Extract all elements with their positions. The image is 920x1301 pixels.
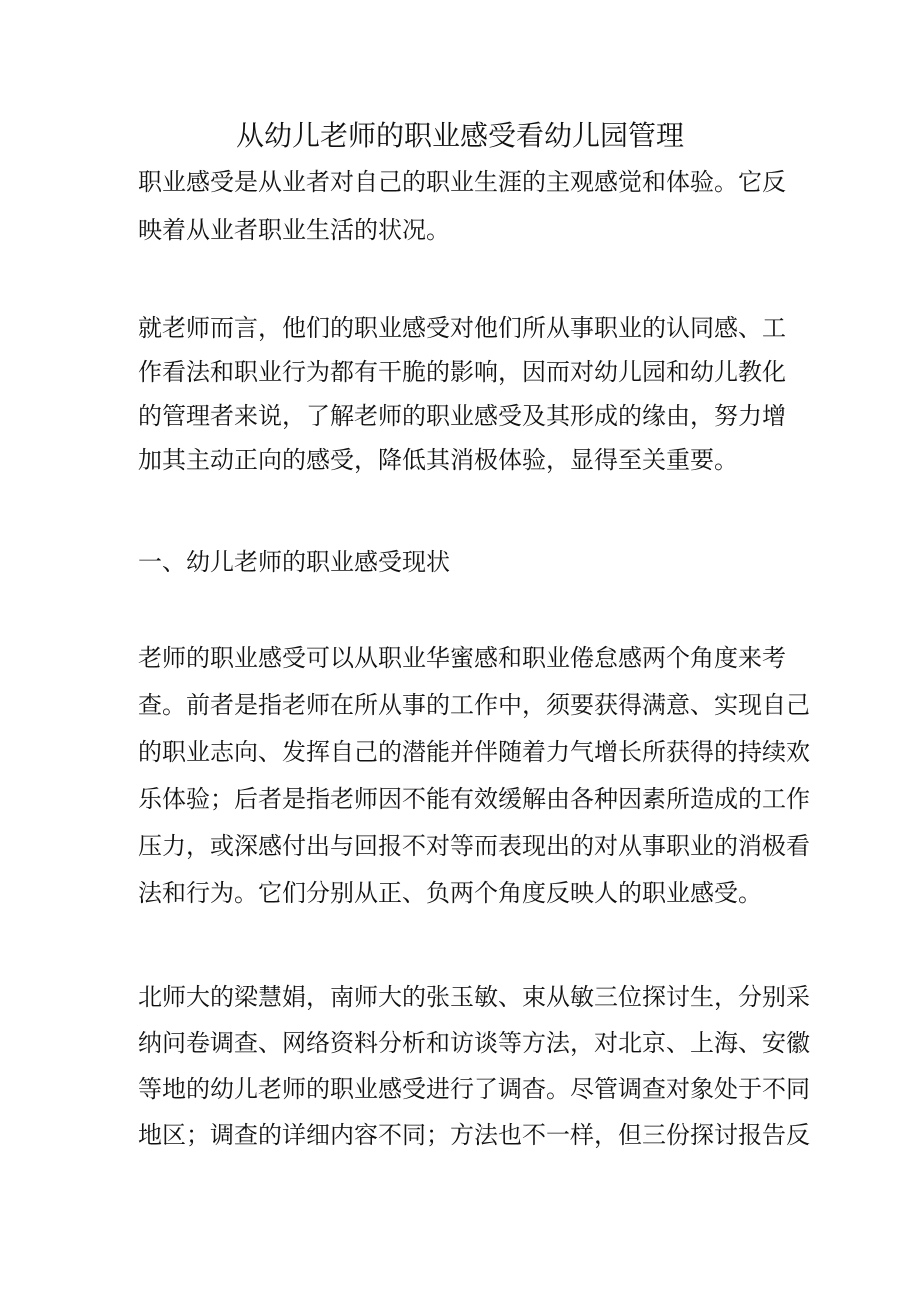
paragraph-4-line-4: 地区；调查的详细内容不同；方法也不一样，但三份探讨报告反 [138, 1121, 810, 1149]
paragraph-3-line-3: 的职业志向、发挥自己的潜能并伴随着力气增长所获得的持续欢 [138, 738, 810, 766]
paragraph-3-line-5: 压力，或深感付出与回报不对等而表现出的对从事职业的消极看 [138, 832, 810, 860]
paragraph-3-line-2: 查。前者是指老师在所从事的工作中，须要获得满意、实现自己 [138, 691, 810, 719]
paragraph-2-line-1: 就老师而言，他们的职业感受对他们所从事职业的认同感、工 [138, 314, 786, 342]
paragraph-1-line-1: 职业感受是从业者对自己的职业生涯的主观感觉和体验。它反 [138, 168, 786, 196]
paragraph-4-line-3: 等地的幼儿老师的职业感受进行了调杳。尽管调查对象处于不同 [138, 1075, 810, 1103]
paragraph-2-line-4: 加其主动正向的感受，降低其消极体验，显得至关重要。 [138, 446, 738, 474]
paragraph-2-line-3: 的管理者来说，了解老师的职业感受及其形成的缘由，努力增 [138, 402, 786, 430]
paragraph-1-line-2: 映着从业者职业生活的状况。 [138, 216, 450, 244]
paragraph-2-line-2: 作看法和职业行为都有干脆的影响，因而对幼儿园和幼儿教化 [138, 358, 786, 386]
paragraph-3-line-6: 法和行为。它们分别从正、负两个角度反映人的职业感受。 [138, 879, 762, 907]
document-title: 从幼儿老师的职业感受看幼儿园管理 [235, 119, 684, 152]
section-heading: 一、幼儿老师的职业感受现状 [138, 548, 450, 576]
paragraph-4-line-2: 纳问卷调查、网络资料分析和访谈等方法，对北京、上海、安徽 [138, 1029, 810, 1057]
paragraph-4-line-1: 北师大的梁慧娟，南师大的张玉敏、束从敏三位探讨生，分别采 [138, 983, 810, 1011]
paragraph-3-line-4: 乐体验；后者是指老师因不能有效缓解由各种因素所造成的工作 [138, 785, 810, 813]
paragraph-3-line-1: 老师的职业感受可以从职业华蜜感和职业倦怠感两个角度来考 [138, 644, 786, 672]
